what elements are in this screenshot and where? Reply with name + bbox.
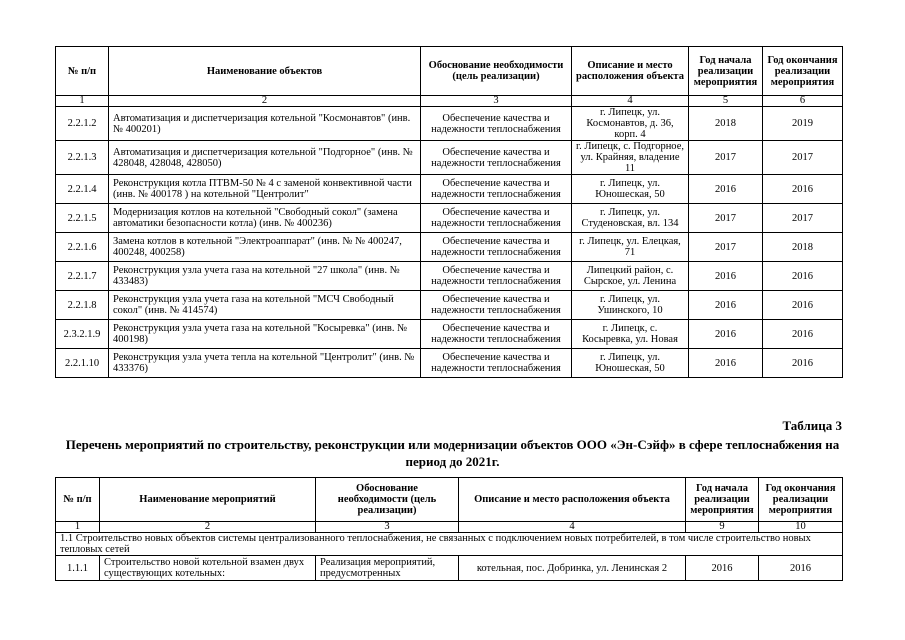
row-name: Реконструкция котла ПТВМ-50 № 4 с заменой конвективной части (инв. № 400178 ) на котельной "Центролит" bbox=[109, 175, 421, 204]
header-reason: Обоснование необходимости (цель реализации) bbox=[421, 47, 572, 96]
row-name: Реконструкция узла учета газа на котельной "27 школа" (инв. № 433483) bbox=[109, 262, 421, 291]
header-num: № п/п bbox=[56, 478, 100, 522]
row-name: Автоматизация и диспетчеризация котельной "Космонавтов" (инв. № 400201) bbox=[109, 107, 421, 141]
row-end: 2016 bbox=[763, 175, 843, 204]
header-reason: Обоснование необходимости (цель реализации) bbox=[316, 478, 459, 522]
col-number: 4 bbox=[459, 522, 686, 533]
row-end: 2016 bbox=[763, 349, 843, 378]
row-name: Реконструкция узла учета газа на котельной "Косыревка" (инв. № 400198) bbox=[109, 320, 421, 349]
table-row bbox=[56, 349, 843, 378]
row-end: 2016 bbox=[759, 556, 843, 581]
section-heading: 1.1 Строительство новых объектов системы централизованного теплоснабжения, не связанных с подключением новых потребителей, в том числе строительство новых тепловых сетей bbox=[56, 533, 843, 556]
header-place: Описание и место расположения объекта bbox=[459, 478, 686, 522]
row-place: г. Липецк, ул. Космонавтов, д. 36, корп. 4 bbox=[572, 107, 689, 141]
header-end: Год окончания реализации мероприятия bbox=[759, 478, 843, 522]
row-start: 2017 bbox=[689, 233, 763, 262]
row-start: 2016 bbox=[689, 320, 763, 349]
row-reason: Обеспечение качества и надежности теплоснабжения bbox=[421, 320, 572, 349]
row-place: Липецкий район, с. Сырское, ул. Ленина bbox=[572, 262, 689, 291]
row-reason: Обеспечение качества и надежности теплоснабжения bbox=[421, 204, 572, 233]
table-header-row bbox=[56, 478, 843, 522]
column-number-row bbox=[56, 96, 843, 107]
row-name: Модернизация котлов на котельной "Свободный сокол" (замена автоматики безопасности котла) (инв. № 400236) bbox=[109, 204, 421, 233]
row-num: 1.1.1 bbox=[56, 556, 100, 581]
row-num: 2.2.1.5 bbox=[56, 204, 109, 233]
row-name: Реконструкция узла учета газа на котельной "МСЧ Свободный сокол" (инв. № 414574) bbox=[109, 291, 421, 320]
row-end: 2016 bbox=[763, 320, 843, 349]
table-title: Перечень мероприятий по строительству, реконструкции или модернизации объектов ООО «Эн-Сэйф» в сфере теплоснабжения на период до 2021г. bbox=[65, 437, 840, 469]
row-name: Строительство новой котельной взамен двух существующих котельных: bbox=[100, 556, 316, 581]
row-place: г. Липецк, ул. Елецкая, 71 bbox=[572, 233, 689, 262]
row-place: г. Липецк, ул. Студеновская, вл. 134 bbox=[572, 204, 689, 233]
table-row bbox=[56, 175, 843, 204]
table-row bbox=[56, 204, 843, 233]
header-place: Описание и место расположения объекта bbox=[572, 47, 689, 96]
col-number: 3 bbox=[421, 96, 572, 107]
row-name: Автоматизация и диспетчеризация котельной "Подгорное" (инв. № 428048, 428048, 428050) bbox=[109, 141, 421, 175]
col-number: 4 bbox=[572, 96, 689, 107]
row-place: г. Липецк, с. Косыревка, ул. Новая bbox=[572, 320, 689, 349]
header-start: Год начала реализации мероприятия bbox=[689, 47, 763, 96]
section-row bbox=[56, 533, 843, 556]
header-end: Год окончания реализации мероприятия bbox=[763, 47, 843, 96]
table-header-row bbox=[56, 47, 843, 96]
row-num: 2.3.2.1.9 bbox=[56, 320, 109, 349]
table-row bbox=[56, 107, 843, 141]
row-num: 2.2.1.3 bbox=[56, 141, 109, 175]
header-start: Год начала реализации мероприятия bbox=[686, 478, 759, 522]
header-num: № п/п bbox=[56, 47, 109, 96]
col-number: 2 bbox=[109, 96, 421, 107]
row-place: г. Липецк, с. Подгорное, ул. Крайняя, владение 11 bbox=[572, 141, 689, 175]
col-number: 1 bbox=[56, 96, 109, 107]
row-name: Реконструкция узла учета тепла на котельной "Центролит" (инв. № 433376) bbox=[109, 349, 421, 378]
row-reason: Обеспечение качества и надежности теплоснабжения bbox=[421, 233, 572, 262]
table-row bbox=[56, 320, 843, 349]
row-num: 2.2.1.7 bbox=[56, 262, 109, 291]
row-start: 2017 bbox=[689, 141, 763, 175]
row-reason: Обеспечение качества и надежности теплоснабжения bbox=[421, 349, 572, 378]
table-row bbox=[56, 291, 843, 320]
header-name: Наименование объектов bbox=[109, 47, 421, 96]
table-row bbox=[56, 262, 843, 291]
header-name: Наименование мероприятий bbox=[100, 478, 316, 522]
row-start: 2016 bbox=[689, 175, 763, 204]
row-num: 2.2.1.2 bbox=[56, 107, 109, 141]
row-start: 2016 bbox=[686, 556, 759, 581]
row-num: 2.2.1.10 bbox=[56, 349, 109, 378]
row-num: 2.2.1.8 bbox=[56, 291, 109, 320]
table-row bbox=[56, 556, 843, 581]
col-number: 1 bbox=[56, 522, 100, 533]
col-number: 5 bbox=[689, 96, 763, 107]
row-place: котельная, пос. Добринка, ул. Ленинская 2 bbox=[459, 556, 686, 581]
row-reason: Обеспечение качества и надежности теплоснабжения bbox=[421, 262, 572, 291]
col-number: 2 bbox=[100, 522, 316, 533]
row-start: 2016 bbox=[689, 349, 763, 378]
row-start: 2018 bbox=[689, 107, 763, 141]
table-row bbox=[56, 233, 843, 262]
row-place: г. Липецк, ул. Ушинского, 10 bbox=[572, 291, 689, 320]
col-number: 6 bbox=[763, 96, 843, 107]
objects-table bbox=[55, 46, 843, 378]
row-place: г. Липецк, ул. Юношеская, 50 bbox=[572, 349, 689, 378]
table-number-label: Таблица 3 bbox=[782, 418, 842, 433]
row-end: 2016 bbox=[763, 262, 843, 291]
row-end: 2018 bbox=[763, 233, 843, 262]
row-place: г. Липецк, ул. Юношеская, 50 bbox=[572, 175, 689, 204]
row-reason: Обеспечение качества и надежности теплоснабжения bbox=[421, 175, 572, 204]
col-number: 10 bbox=[759, 522, 843, 533]
row-end: 2016 bbox=[763, 291, 843, 320]
row-end: 2017 bbox=[763, 204, 843, 233]
col-number: 9 bbox=[686, 522, 759, 533]
column-number-row bbox=[56, 522, 843, 533]
table-row bbox=[56, 141, 843, 175]
row-reason: Реализация мероприятий, предусмотренных bbox=[316, 556, 459, 581]
row-reason: Обеспечение качества и надежности теплоснабжения bbox=[421, 107, 572, 141]
row-start: 2016 bbox=[689, 262, 763, 291]
col-number: 3 bbox=[316, 522, 459, 533]
row-num: 2.2.1.4 bbox=[56, 175, 109, 204]
row-name: Замена котлов в котельной "Электроаппарат" (инв. № № 400247, 400248, 400258) bbox=[109, 233, 421, 262]
row-end: 2017 bbox=[763, 141, 843, 175]
row-start: 2017 bbox=[689, 204, 763, 233]
row-reason: Обеспечение качества и надежности теплоснабжения bbox=[421, 141, 572, 175]
measures-table bbox=[55, 477, 843, 581]
row-start: 2016 bbox=[689, 291, 763, 320]
row-end: 2019 bbox=[763, 107, 843, 141]
row-num: 2.2.1.6 bbox=[56, 233, 109, 262]
row-reason: Обеспечение качества и надежности теплоснабжения bbox=[421, 291, 572, 320]
